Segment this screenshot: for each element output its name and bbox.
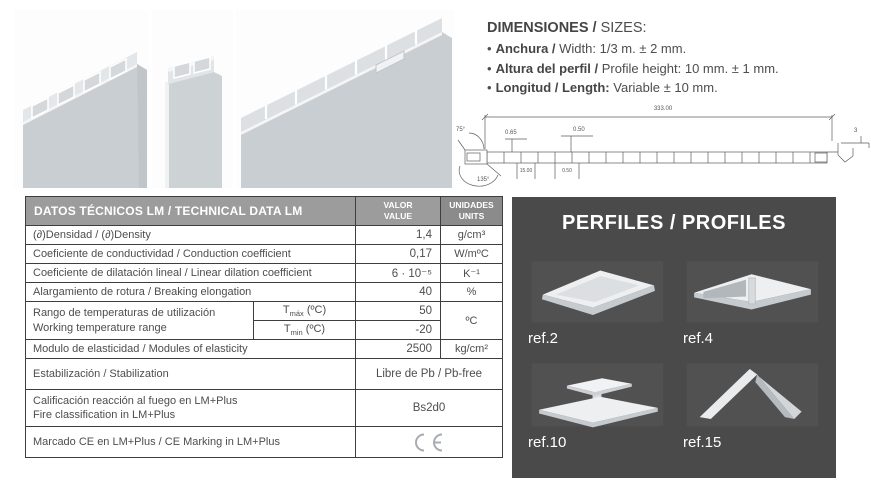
value-column-header: VALOR VALUE xyxy=(356,197,441,226)
row-label: Alargamiento de rotura / Breaking elongation xyxy=(26,283,356,302)
row-units: kg/cm² xyxy=(441,340,503,359)
profile-ref15-photo-icon xyxy=(683,355,822,433)
panel-edge-photo-3-icon xyxy=(236,10,454,188)
row-label: Marcado CE en LM+Plus / CE Marking in LM+Plus xyxy=(26,427,356,458)
row-label: (∂)Densidad / (∂)Density xyxy=(26,226,356,245)
table-header-row xyxy=(26,197,503,226)
table-title: DATOS TÉCNICOS LM / TECHNICAL DATA LM xyxy=(26,197,356,226)
dimension-item-length: • Longitud / Length: Variable ± 10 mm. xyxy=(487,80,718,95)
row-label: Calificación reacción al fuego en LM+Plus Fire classification in LM+Plus xyxy=(26,390,356,427)
profile-item-ref10 xyxy=(528,355,667,451)
dim-angle-bottom: 135° xyxy=(477,177,490,183)
table-row-density xyxy=(26,226,503,245)
panel-edge-photo-2-icon xyxy=(152,10,233,188)
tmin-label: $T_{min}$ (ºC) xyxy=(254,321,356,340)
row-value xyxy=(356,427,503,458)
profile-item-ref15 xyxy=(683,355,822,451)
row-label: Rango de temperaturas de utilización Working temperature range xyxy=(26,302,254,340)
profile-edge-photos xyxy=(14,10,455,188)
dim-cell-pitch: 15.00 xyxy=(519,168,533,174)
row-label: Modulo de elasticidad / Modules of elasticity xyxy=(26,340,356,359)
profile-ref10-photo-icon xyxy=(528,355,667,433)
tmax-value: 50 xyxy=(356,302,441,321)
row-value: Libre de Pb / Pb-free xyxy=(356,359,503,390)
dimension-item-width: • Anchura / Width: 1/3 m. ± 2 mm. xyxy=(487,41,687,56)
table-row-conductivity xyxy=(26,245,503,264)
profile-ref4-photo-icon xyxy=(683,251,822,329)
ce-mark-icon xyxy=(411,432,447,453)
table-row-temp-max xyxy=(26,302,503,321)
row-units: W/mºC xyxy=(441,245,503,264)
dim-bottom-wall: 0.50 xyxy=(562,168,572,174)
units-column-header: UNIDADES UNITS xyxy=(441,197,503,226)
table-row-dilation xyxy=(26,264,503,283)
dimension-item-height: • Altura del perfil / Profile height: 10 mm. ± 1 mm. xyxy=(487,60,779,76)
row-units: % xyxy=(441,283,503,302)
row-label: Coeficiente de conductividad / Conduction coefficient xyxy=(26,245,356,264)
table-row-ce-marking xyxy=(26,427,503,458)
tmin-value: -20 xyxy=(356,321,441,340)
row-value: 2500 xyxy=(356,340,441,359)
row-units: ºC xyxy=(441,302,503,340)
dim-top-wall: 0.65 xyxy=(505,130,517,136)
bullet-icon: • xyxy=(487,80,492,95)
profile-item-ref2 xyxy=(528,251,667,347)
profile-item-ref4 xyxy=(683,251,822,347)
profile-ref2-photo-icon xyxy=(528,251,667,329)
panel-edge-photo-1-icon xyxy=(14,10,149,188)
table-row-elongation xyxy=(26,283,503,302)
dimensions-title-bold: DIMENSIONES / xyxy=(487,20,597,36)
dimensions-list xyxy=(487,39,871,98)
row-label: Estabilización / Stabilization xyxy=(26,359,356,390)
dimensions-title xyxy=(487,20,871,36)
table-row-elasticity xyxy=(26,340,503,359)
profile-ref-label: ref.15 xyxy=(683,434,722,451)
dimensions-section xyxy=(487,20,871,98)
profiles-panel xyxy=(512,197,836,478)
row-value: 0,17 xyxy=(356,245,441,264)
dimensions-title-rest: SIZES: xyxy=(596,20,647,36)
bullet-icon: • xyxy=(487,60,492,76)
dim-top-wall-2: 0.50 xyxy=(573,127,585,133)
row-label: Coeficiente de dilatación lineal / Linear dilation coefficient xyxy=(26,264,356,283)
bullet-icon: • xyxy=(487,41,492,56)
dim-edge-height: 3 xyxy=(854,128,858,134)
row-units: K⁻¹ xyxy=(441,264,503,283)
tmax-label: $T_{máx}$ (ºC) xyxy=(254,302,356,321)
row-value: Bs2d0 xyxy=(356,390,503,427)
table-row-fire-classification xyxy=(26,390,503,427)
profiles-grid xyxy=(528,251,822,451)
table-row-stabilization xyxy=(26,359,503,390)
dim-angle-top: 75° xyxy=(456,127,466,133)
profile-ref-label: ref.2 xyxy=(528,330,559,347)
profile-ref-label: ref.4 xyxy=(683,330,714,347)
profile-ref-label: ref.10 xyxy=(528,434,567,451)
row-value: 1,4 xyxy=(356,226,441,245)
cross-section-schematic-icon xyxy=(455,103,871,191)
row-units: g/cm³ xyxy=(441,226,503,245)
technical-data-table xyxy=(25,196,503,458)
row-value: 40 xyxy=(356,283,441,302)
profiles-panel-title: PERFILES / PROFILES xyxy=(562,212,786,234)
technical-drawing xyxy=(455,103,871,191)
dim-total-width: 333.00 xyxy=(653,106,673,112)
row-value: 6 · 10⁻⁵ xyxy=(356,264,441,283)
